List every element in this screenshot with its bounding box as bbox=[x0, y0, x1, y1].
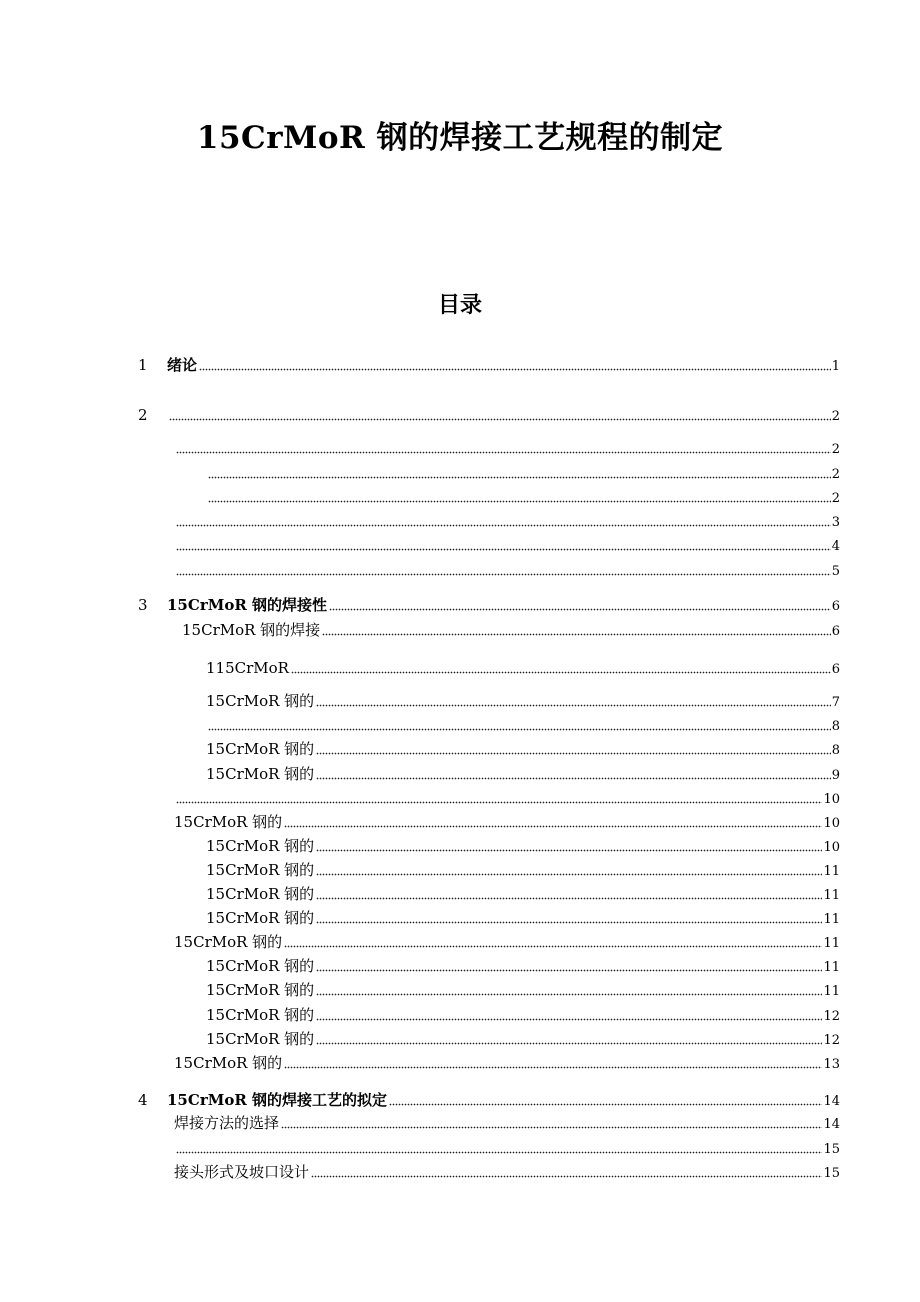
dot-leader bbox=[208, 473, 831, 479]
toc-entry-page: 6 bbox=[831, 624, 840, 639]
toc-entry[interactable] bbox=[206, 981, 840, 999]
dot-leader bbox=[176, 545, 831, 551]
toc-entry-label: 15CrMoR 钢的 bbox=[206, 765, 315, 783]
toc-entry-page: 11 bbox=[823, 864, 840, 879]
dot-leader bbox=[284, 942, 822, 948]
toc-entry[interactable] bbox=[174, 1163, 840, 1181]
toc-entry-page: 4 bbox=[831, 539, 840, 554]
toc-entry-page: 13 bbox=[823, 1057, 840, 1072]
toc-entry-label: 15CrMoR 钢的 bbox=[206, 885, 315, 903]
toc-entry-label: 15CrMoR 钢的焊接 bbox=[182, 621, 321, 639]
toc-entry-page: 1 bbox=[831, 359, 840, 374]
toc-entry-label: 绪论 bbox=[167, 356, 198, 374]
toc-entry-label: 15CrMoR 钢的 bbox=[206, 861, 315, 879]
toc-entry[interactable] bbox=[174, 512, 840, 530]
dot-leader bbox=[316, 990, 822, 996]
toc-entry[interactable] bbox=[174, 933, 840, 951]
toc-entry-page: 5 bbox=[831, 564, 840, 579]
dot-leader bbox=[199, 365, 831, 371]
toc-entry[interactable] bbox=[174, 561, 840, 579]
toc-entry-number: 1 bbox=[138, 356, 148, 374]
toc-entry[interactable] bbox=[206, 765, 840, 783]
document-title: 15CrMoR 钢的焊接工艺规程的制定 bbox=[196, 120, 724, 156]
toc-entry[interactable] bbox=[174, 1054, 840, 1072]
toc-entry-page: 2 bbox=[831, 409, 840, 424]
toc-entry[interactable] bbox=[206, 861, 840, 879]
toc-entry-page: 11 bbox=[823, 984, 840, 999]
dot-leader bbox=[316, 1039, 822, 1045]
toc-entry-label: 115CrMoR bbox=[206, 659, 289, 677]
toc-entry[interactable] bbox=[174, 1139, 840, 1157]
toc-entry[interactable] bbox=[174, 536, 840, 554]
toc-entry-label: 接头形式及坡口设计 bbox=[174, 1163, 310, 1181]
toc-entry-page: 15 bbox=[823, 1142, 840, 1157]
toc-entry-page: 6 bbox=[831, 662, 840, 677]
dot-leader bbox=[176, 570, 831, 576]
toc-entry-label: 15CrMoR 钢的 bbox=[206, 1006, 315, 1024]
toc-entry-number: 4 bbox=[138, 1091, 148, 1109]
toc-entry-page: 11 bbox=[823, 888, 840, 903]
toc-entry-label: 15CrMoR 钢的 bbox=[206, 981, 315, 999]
toc-entry-page: 12 bbox=[823, 1009, 840, 1024]
toc-entry[interactable] bbox=[206, 659, 840, 677]
toc-entry-page: 11 bbox=[823, 960, 840, 975]
dot-leader bbox=[316, 774, 831, 780]
toc-entry-page: 14 bbox=[823, 1117, 840, 1132]
toc-entry[interactable] bbox=[174, 439, 840, 457]
dot-leader bbox=[176, 521, 831, 527]
toc-entry-page: 7 bbox=[831, 695, 840, 710]
toc-entry-label: 15CrMoR 钢的 bbox=[174, 1054, 283, 1072]
dot-leader bbox=[322, 630, 831, 636]
toc-entry-page: 8 bbox=[831, 743, 840, 758]
dot-leader bbox=[316, 846, 822, 852]
toc-entry-label: 15CrMoR 钢的焊接工艺的拟定 bbox=[167, 1091, 388, 1109]
toc-entry[interactable] bbox=[206, 1006, 840, 1024]
toc-entry-label: 15CrMoR 钢的 bbox=[206, 1030, 315, 1048]
toc-entry-page: 3 bbox=[831, 515, 840, 530]
dot-leader bbox=[284, 1063, 822, 1069]
toc-entry-label: 15CrMoR 钢的焊接性 bbox=[167, 596, 328, 614]
toc-heading: 目录 bbox=[437, 292, 482, 318]
toc-entry-page: 10 bbox=[823, 816, 840, 831]
toc-entry[interactable] bbox=[138, 406, 840, 424]
dot-leader bbox=[316, 701, 831, 707]
toc-entry[interactable] bbox=[138, 356, 840, 374]
toc-entry[interactable] bbox=[206, 692, 840, 710]
dot-leader bbox=[176, 798, 822, 804]
toc-entry[interactable] bbox=[206, 740, 840, 758]
toc-entry[interactable] bbox=[206, 464, 840, 482]
dot-leader bbox=[316, 966, 822, 972]
dot-leader bbox=[316, 918, 822, 924]
toc-entry[interactable] bbox=[206, 909, 840, 927]
toc-entry-page: 14 bbox=[823, 1094, 840, 1109]
toc-entry[interactable] bbox=[174, 789, 840, 807]
dot-leader bbox=[176, 448, 831, 454]
toc-entry[interactable] bbox=[174, 813, 840, 831]
dot-leader bbox=[316, 749, 831, 755]
dot-leader bbox=[316, 870, 822, 876]
toc-entry-page: 9 bbox=[831, 768, 840, 783]
dot-leader bbox=[169, 415, 831, 421]
toc-entry-page: 10 bbox=[823, 792, 840, 807]
toc-entry-number: 2 bbox=[138, 406, 148, 424]
dot-leader bbox=[316, 1015, 822, 1021]
toc-entry[interactable] bbox=[138, 1091, 840, 1109]
toc-entry-label: 焊接方法的选择 bbox=[174, 1114, 280, 1132]
toc-entry-page: 11 bbox=[823, 912, 840, 927]
toc-entry[interactable] bbox=[206, 885, 840, 903]
toc-entry-page: 12 bbox=[823, 1033, 840, 1048]
toc-entry-label: 15CrMoR 钢的 bbox=[206, 909, 315, 927]
toc-entry-page: 6 bbox=[831, 599, 840, 614]
toc-entry[interactable] bbox=[174, 1114, 840, 1132]
toc-entry-label: 15CrMoR 钢的 bbox=[206, 692, 315, 710]
dot-leader bbox=[291, 668, 831, 674]
toc-entry-label: 15CrMoR 钢的 bbox=[206, 837, 315, 855]
toc-entry-page: 2 bbox=[831, 467, 840, 482]
toc-entry-label: 15CrMoR 钢的 bbox=[174, 813, 283, 831]
toc-entry-page: 8 bbox=[831, 719, 840, 734]
toc-entry-number: 3 bbox=[138, 596, 148, 614]
toc-entry[interactable] bbox=[206, 837, 840, 855]
toc-entry-page: 11 bbox=[823, 936, 840, 951]
toc-entry[interactable] bbox=[206, 1030, 840, 1048]
toc-entry[interactable] bbox=[138, 596, 840, 614]
toc-entry-page: 2 bbox=[831, 491, 840, 506]
toc-entry[interactable] bbox=[206, 716, 840, 734]
toc-entry-page: 10 bbox=[823, 840, 840, 855]
dot-leader bbox=[389, 1100, 822, 1106]
dot-leader bbox=[176, 1148, 822, 1154]
dot-leader bbox=[208, 497, 831, 503]
dot-leader bbox=[329, 605, 831, 611]
dot-leader bbox=[316, 894, 822, 900]
toc-entry[interactable] bbox=[206, 488, 840, 506]
toc-entry[interactable] bbox=[182, 621, 840, 639]
toc-entry-label: 15CrMoR 钢的 bbox=[174, 933, 283, 951]
dot-leader bbox=[281, 1123, 822, 1129]
toc-entry-label: 15CrMoR 钢的 bbox=[206, 957, 315, 975]
toc-entry-label: 15CrMoR 钢的 bbox=[206, 740, 315, 758]
dot-leader bbox=[208, 725, 831, 731]
toc-entry-page: 2 bbox=[831, 442, 840, 457]
dot-leader bbox=[311, 1172, 822, 1178]
toc-entry[interactable] bbox=[206, 957, 840, 975]
dot-leader bbox=[284, 822, 822, 828]
toc-entry-page: 15 bbox=[823, 1166, 840, 1181]
